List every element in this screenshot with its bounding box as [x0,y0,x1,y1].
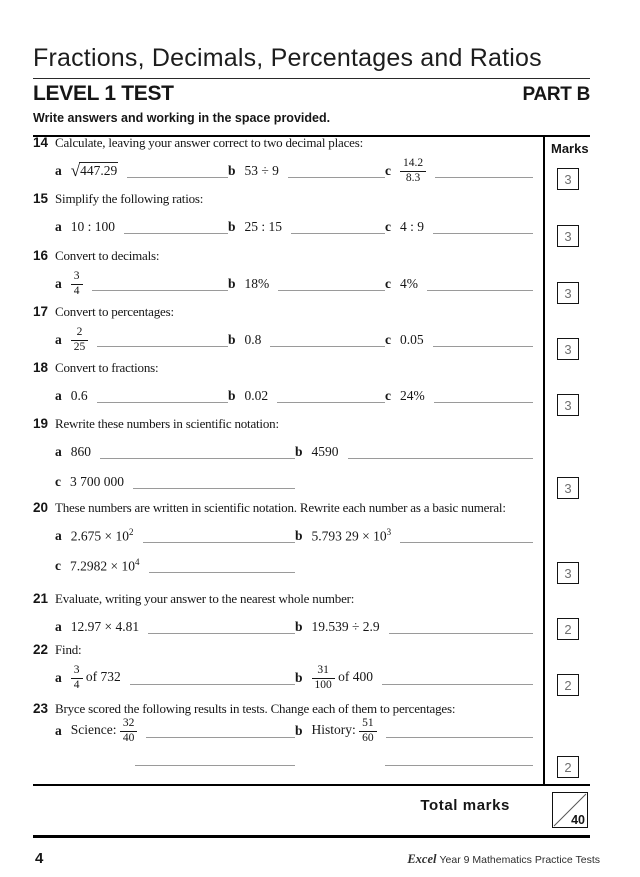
part-expression [71,326,89,353]
question-text: Bryce scored the following results in tests. Change each of them to percentages: [55,701,456,716]
part-label: a [55,219,62,234]
question-text: Convert to percentages: [55,304,174,319]
answer-line[interactable] [97,390,228,403]
question-19-row-1 [0,440,543,464]
question-22a [55,664,295,691]
part-label: c [55,474,61,489]
question-text: Find: [55,642,82,657]
answer-line[interactable] [133,476,295,489]
part-expression: 24% [400,388,425,403]
question-21 [0,591,543,639]
question-number: 21 [33,591,49,606]
part-expression: 3 700 000 [70,474,124,489]
part-expression: 4% [400,276,418,291]
part-label: a [55,163,62,178]
question-21b [295,619,533,635]
part-label: c [385,388,391,403]
question-text: Convert to fractions: [55,360,159,375]
question-15 [0,191,543,239]
answer-line[interactable] [135,753,295,766]
question-22-row-1 [0,666,543,690]
answer-line[interactable] [97,334,228,347]
part-label: b [228,276,236,291]
answer-line[interactable] [270,334,385,347]
question-17 [0,304,543,352]
fraction: $\frac{2}{25}$ [71,326,89,353]
part-expression: Science: $\frac{32}{40}$ [71,717,138,744]
answer-line[interactable] [385,753,533,766]
question-number: 16 [33,248,49,263]
series-title: Year 9 Mathematics Practice Tests [439,854,600,866]
instruction-text: Write answers and working in the space provided. [33,111,331,125]
answer-line[interactable] [434,390,533,403]
sqrt-radical: √ 447.29 [70,161,118,180]
question-23a [55,717,295,744]
fraction: $\frac{32}{40}$ [120,717,138,744]
part-expression: 18% [244,276,270,291]
question-22b [295,664,533,691]
question-17-head [0,304,543,320]
question-text: Evaluate, writing your answer to the nearest whole number: [55,591,355,606]
question-16-head [0,248,543,264]
part-expression: $\frac{3}{4}$ of 732 [71,664,121,691]
part-label: b [228,163,236,178]
marks-box-14[interactable]: 3 [557,168,579,190]
question-19 [0,416,543,494]
marks-box-22[interactable]: 2 [557,674,579,696]
part-label: a [55,332,62,347]
part-label: a [55,619,62,634]
fraction: $\frac{3}{4}$ [71,664,83,691]
question-15-head [0,191,543,207]
question-number: 17 [33,304,49,319]
total-marks-label: Total marks [420,797,510,814]
question-14-head [0,135,543,151]
question-17-row-1 [0,328,543,352]
brand-name: Excel [407,852,437,866]
question-23b [295,717,533,744]
part-label: b [295,670,303,685]
question-15-row-1 [0,215,543,239]
question-20-head [0,500,543,516]
question-19c [55,474,295,490]
question-number: 23 [33,701,49,716]
total-marks-box[interactable] [552,792,588,828]
part-label: b [228,388,236,403]
question-number: 15 [33,191,49,206]
question-23-blank-1 [55,753,295,766]
table-top-rule [33,135,590,137]
total-marks-value: 40 [571,813,585,827]
question-23 [0,701,543,771]
question-22 [0,642,543,690]
part-label: b [295,528,303,543]
question-number: 20 [33,500,49,515]
question-23-blank-2 [295,753,533,766]
question-17a [55,326,228,353]
answer-line[interactable] [386,725,533,738]
question-number: 14 [33,135,49,150]
question-table [0,135,640,784]
answer-line[interactable] [433,334,533,347]
answer-line[interactable] [400,530,533,543]
part-expression: 0.02 [244,388,269,403]
question-19a [55,444,295,460]
answer-line[interactable] [348,446,533,459]
part-expression: 0.8 [244,332,262,347]
question-14a [55,162,228,180]
question-20a [55,527,295,545]
question-23-row-2 [0,747,543,771]
question-21a [55,619,295,635]
marks-box-21[interactable]: 2 [557,618,579,640]
marks-column-header: Marks [551,141,589,156]
part-expression [400,157,426,184]
part-expression: 53 ÷ 9 [244,163,279,178]
question-20-row-2 [0,554,543,578]
imprint [407,852,600,867]
marks-box-17[interactable]: 3 [557,338,579,360]
fraction: $\frac{3}{4}$ [71,270,83,297]
answer-line[interactable] [278,278,385,291]
question-14-row-1 [0,159,543,183]
answer-line[interactable] [100,446,295,459]
part-label: a [55,528,62,543]
question-14b [228,163,385,179]
marks-column-divider [543,137,545,784]
answer-line[interactable] [427,278,533,291]
part-label: c [385,276,391,291]
question-18c [385,388,533,404]
radical-sign-icon: √ [70,161,81,180]
answer-line[interactable] [389,621,533,634]
question-15b [228,219,385,235]
question-15a [55,219,228,235]
question-20-row-1 [0,524,543,548]
part-label: a [55,444,62,459]
page-number: 4 [35,850,44,867]
part-label: b [228,219,236,234]
question-16c [385,276,533,292]
part-expression: $7.2982 \times 10^4$ [70,557,140,574]
question-21-head [0,591,543,607]
answer-line[interactable] [149,560,296,573]
total-section [0,784,640,835]
question-18b [228,388,385,404]
part-expression: History: $\frac{51}{60}$ [312,717,377,744]
question-number: 18 [33,360,49,375]
part-expression: $\frac{31}{100}$ of 400 [312,664,374,691]
part-label: b [228,332,236,347]
page-footer [35,850,600,867]
test-part: PART B [522,84,590,105]
part-label: c [55,558,61,573]
fraction: $\frac{14.2}{8.3}$ [400,157,426,184]
question-23-head [0,701,543,717]
part-expression [71,270,83,297]
answer-line[interactable] [127,165,228,178]
page-header [0,0,640,125]
question-18-row-1 [0,384,543,408]
question-18-head [0,360,543,376]
marks-box-18[interactable]: 3 [557,394,579,416]
part-expression: 0.6 [70,388,88,403]
answer-line[interactable] [382,672,533,685]
page-title: Fractions, Decimals, Percentages and Ratios [33,0,590,79]
part-label: a [55,388,62,403]
part-label: b [295,619,303,634]
footer-rule [33,835,590,838]
part-expression: 25 : 15 [244,219,283,234]
answer-line[interactable] [291,221,385,234]
part-expression: 4 : 9 [400,219,425,234]
question-19-head [0,416,543,432]
question-14 [0,135,543,183]
question-text: Rewrite these numbers in scientific notation: [55,416,279,431]
answer-line[interactable] [435,165,533,178]
part-label: c [385,219,391,234]
question-text: Simplify the following ratios: [55,191,204,206]
part-expression: $2.675 \times 10^2$ [70,527,134,544]
part-expression: 5.793 $29 \times 10^3$ [311,527,392,544]
question-20c [55,557,295,575]
marks-box-16[interactable]: 3 [557,282,579,304]
part-label: b [295,444,303,459]
answer-line[interactable] [277,390,385,403]
question-18a [55,388,228,404]
marks-box-20[interactable]: 3 [557,562,579,584]
question-17c [385,332,533,348]
question-number: 22 [33,642,49,657]
question-16a [55,270,228,297]
question-20b [295,527,533,545]
question-16b [228,276,385,292]
part-expression: 4590 [311,444,339,459]
question-text: Convert to decimals: [55,248,160,263]
answer-line[interactable] [130,672,295,685]
answer-line[interactable] [143,530,296,543]
question-text: These numbers are written in scientific notation. Rewrite each number as a basic numeral: [55,500,506,515]
question-22-head [0,642,543,658]
part-label: a [55,670,62,685]
part-label: c [385,332,391,347]
question-19b [295,444,533,460]
question-19-row-2 [0,470,543,494]
question-18 [0,360,543,408]
fraction: $\frac{51}{60}$ [359,717,377,744]
question-23-row-1 [0,719,543,743]
marks-box-23[interactable]: 2 [557,756,579,778]
part-label: a [55,276,62,291]
question-21-row-1 [0,615,543,639]
answer-line[interactable] [288,165,385,178]
answer-line[interactable] [433,221,533,234]
level-row [33,82,590,106]
question-number: 19 [33,416,49,431]
question-14c [385,157,533,184]
question-16 [0,248,543,296]
question-15c [385,219,533,235]
part-expression: 19.539 ÷ 2.9 [311,619,380,634]
marks-box-19[interactable]: 3 [557,477,579,499]
answer-line[interactable] [148,621,295,634]
question-20 [0,500,543,578]
part-expression: 12.97 × 4.81 [70,619,140,634]
question-16-row-1 [0,272,543,296]
part-label: c [385,163,391,178]
part-label: a [55,723,62,738]
part-label: b [295,723,303,738]
answer-line[interactable] [124,221,228,234]
part-expression [71,162,118,180]
fraction: $\frac{31}{100}$ [312,664,335,691]
part-expression: 860 [70,444,91,459]
answer-line[interactable] [92,278,229,291]
part-expression: 0.05 [400,332,424,347]
question-17b [228,332,385,348]
part-expression: 10 : 100 [70,219,116,234]
questions-area [0,135,543,771]
marks-box-15[interactable]: 3 [557,225,579,247]
answer-line[interactable] [146,725,295,738]
question-text: Calculate, leaving your answer correct to two decimal places: [55,135,363,150]
test-level: LEVEL 1 TEST [33,82,174,105]
